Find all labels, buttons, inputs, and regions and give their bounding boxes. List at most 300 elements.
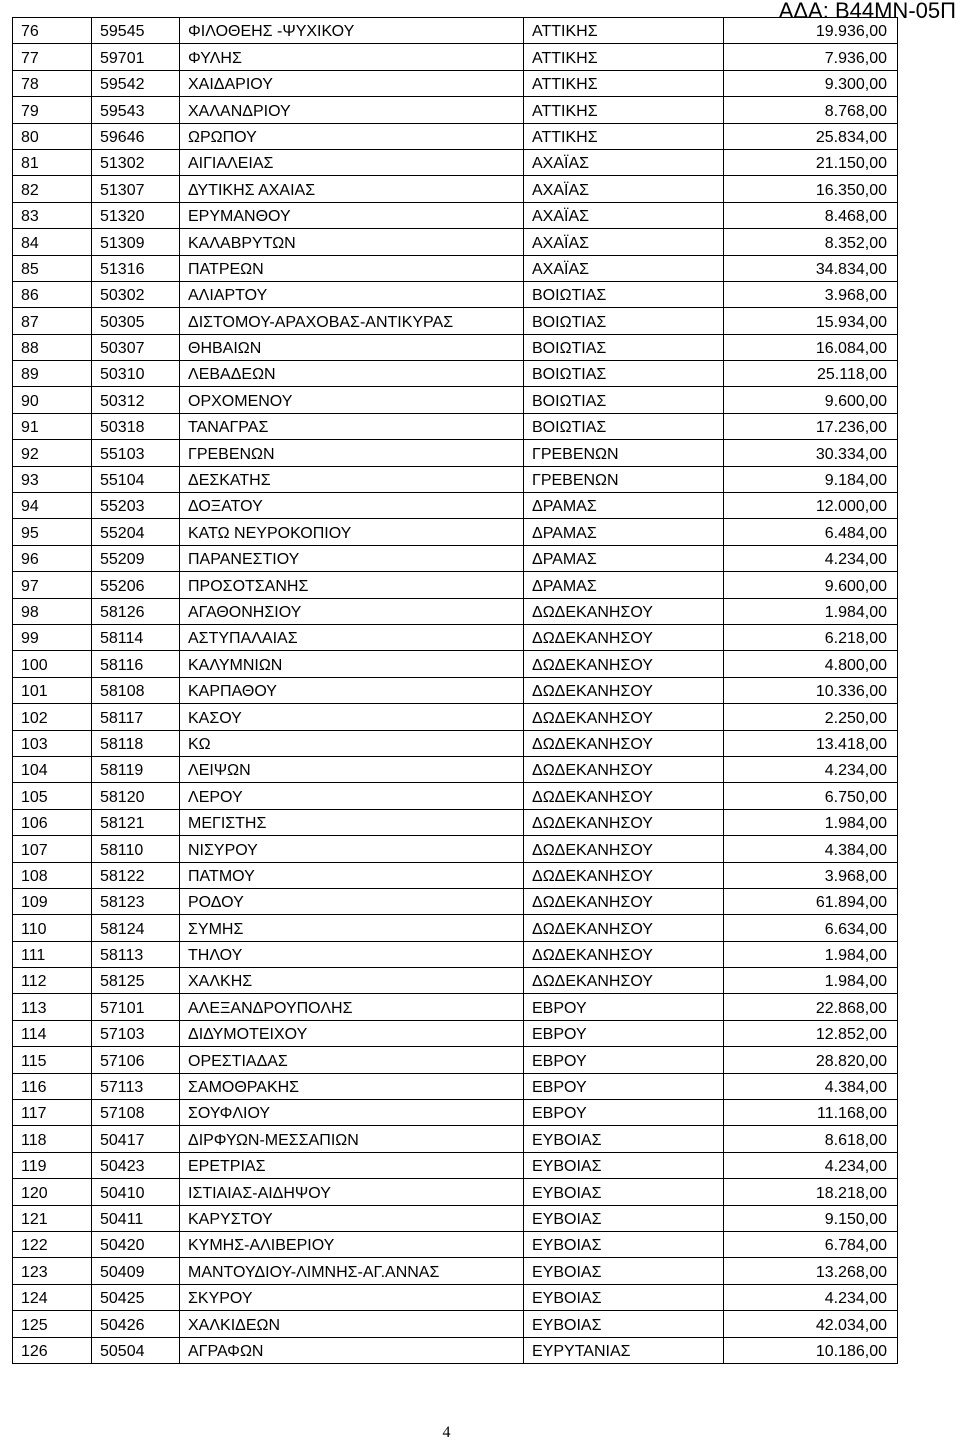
amount-cell: 9.184,00 [724,466,898,492]
prefecture-cell: ΔΡΑΜΑΣ [524,493,724,519]
code-cell: 50423 [92,1152,180,1178]
row-number-cell: 89 [13,361,92,387]
code-cell: 57106 [92,1047,180,1073]
row-number-cell: 86 [13,281,92,307]
amount-cell: 1.984,00 [724,809,898,835]
code-cell: 58108 [92,677,180,703]
table-row [13,624,898,650]
row-number-cell: 94 [13,493,92,519]
amount-cell: 8.768,00 [724,97,898,123]
municipality-cell: ΝΙΣΥΡΟΥ [180,836,524,862]
code-cell: 57108 [92,1100,180,1126]
table-row [13,598,898,624]
prefecture-cell: ΑΤΤΙΚΗΣ [524,70,724,96]
prefecture-cell: ΔΩΔΕΚΑΝΗΣΟΥ [524,862,724,888]
prefecture-cell: ΔΡΑΜΑΣ [524,545,724,571]
amount-cell: 9.600,00 [724,387,898,413]
amount-cell: 19.936,00 [724,18,898,44]
table-row [13,440,898,466]
prefecture-cell: ΔΩΔΕΚΑΝΗΣΟΥ [524,730,724,756]
amount-cell: 9.300,00 [724,70,898,96]
prefecture-cell: ΑΧΑΪΑΣ [524,255,724,281]
prefecture-cell: ΔΩΔΕΚΑΝΗΣΟΥ [524,968,724,994]
amount-cell: 4.384,00 [724,836,898,862]
table-row [13,783,898,809]
amount-cell: 4.384,00 [724,1073,898,1099]
row-number-cell: 120 [13,1179,92,1205]
municipality-cell: ΣΟΥΦΛΙΟΥ [180,1100,524,1126]
municipality-cell: ΕΡΥΜΑΝΘΟΥ [180,202,524,228]
code-cell: 50307 [92,334,180,360]
prefecture-cell: ΓΡΕΒΕΝΩΝ [524,466,724,492]
code-cell: 58118 [92,730,180,756]
code-cell: 58113 [92,941,180,967]
table-row [13,994,898,1020]
prefecture-cell: ΕΒΡΟΥ [524,1020,724,1046]
amount-cell: 30.334,00 [724,440,898,466]
prefecture-cell: ΑΤΤΙΚΗΣ [524,18,724,44]
prefecture-cell: ΔΡΑΜΑΣ [524,519,724,545]
table-row [13,1231,898,1257]
code-cell: 51302 [92,149,180,175]
table-row [13,968,898,994]
prefecture-cell: ΓΡΕΒΕΝΩΝ [524,440,724,466]
table-row [13,545,898,571]
row-number-cell: 91 [13,413,92,439]
table-row [13,1100,898,1126]
municipality-cell: ΔΟΞΑΤΟΥ [180,493,524,519]
row-number-cell: 115 [13,1047,92,1073]
row-number-cell: 119 [13,1152,92,1178]
table-row [13,1020,898,1046]
amount-cell: 12.852,00 [724,1020,898,1046]
municipality-cell: ΡΟΔΟΥ [180,888,524,914]
row-number-cell: 88 [13,334,92,360]
municipality-cell: ΣΑΜΟΘΡΑΚΗΣ [180,1073,524,1099]
municipality-cell: ΘΗΒΑΙΩΝ [180,334,524,360]
amount-cell: 9.150,00 [724,1205,898,1231]
prefecture-cell: ΕΥΒΟΙΑΣ [524,1231,724,1257]
code-cell: 58123 [92,888,180,914]
amount-cell: 13.268,00 [724,1258,898,1284]
prefecture-cell: ΔΩΔΕΚΑΝΗΣΟΥ [524,704,724,730]
municipality-cell: ΑΙΓΙΑΛΕΙΑΣ [180,149,524,175]
code-cell: 59543 [92,97,180,123]
prefecture-cell: ΕΥΒΟΙΑΣ [524,1126,724,1152]
table-row [13,123,898,149]
code-cell: 50409 [92,1258,180,1284]
table-row [13,176,898,202]
amount-cell: 2.250,00 [724,704,898,730]
table-row [13,809,898,835]
municipality-cell: ΔΕΣΚΑΤΗΣ [180,466,524,492]
amount-cell: 3.968,00 [724,862,898,888]
prefecture-cell: ΔΩΔΕΚΑΝΗΣΟΥ [524,836,724,862]
amount-cell: 13.418,00 [724,730,898,756]
prefecture-cell: ΔΩΔΕΚΑΝΗΣΟΥ [524,915,724,941]
amount-cell: 8.618,00 [724,1126,898,1152]
municipality-cell: ΦΙΛΟΘΕΗΣ -ΨΥΧΙΚΟΥ [180,18,524,44]
municipality-cell: ΚΑΤΩ ΝΕΥΡΟΚΟΠΙΟΥ [180,519,524,545]
municipality-cell: ΠΑΡΑΝΕΣΤΙΟΥ [180,545,524,571]
row-number-cell: 122 [13,1231,92,1257]
row-number-cell: 98 [13,598,92,624]
prefecture-cell: ΕΒΡΟΥ [524,994,724,1020]
amount-cell: 1.984,00 [724,598,898,624]
prefecture-cell: ΔΩΔΕΚΑΝΗΣΟΥ [524,598,724,624]
prefecture-cell: ΒΟΙΩΤΙΑΣ [524,334,724,360]
row-number-cell: 76 [13,18,92,44]
code-cell: 50312 [92,387,180,413]
municipality-cell: ΚΩ [180,730,524,756]
prefecture-cell: ΕΥΒΟΙΑΣ [524,1258,724,1284]
municipality-cell: ΑΓΑΘΟΝΗΣΙΟΥ [180,598,524,624]
code-cell: 57103 [92,1020,180,1046]
code-cell: 50425 [92,1284,180,1310]
municipality-cell: ΛΕΒΑΔΕΩΝ [180,361,524,387]
code-cell: 51316 [92,255,180,281]
code-cell: 58120 [92,783,180,809]
table-row [13,941,898,967]
amount-cell: 22.868,00 [724,994,898,1020]
code-cell: 59646 [92,123,180,149]
amount-cell: 25.118,00 [724,361,898,387]
municipality-cell: ΔΙΔΥΜΟΤΕΙΧΟΥ [180,1020,524,1046]
amount-cell: 10.336,00 [724,677,898,703]
table-row [13,756,898,782]
amount-cell: 21.150,00 [724,149,898,175]
row-number-cell: 85 [13,255,92,281]
row-number-cell: 109 [13,888,92,914]
municipality-cell: ΣΥΜΗΣ [180,915,524,941]
municipality-cell: ΠΑΤΜΟΥ [180,862,524,888]
row-number-cell: 125 [13,1311,92,1337]
row-number-cell: 124 [13,1284,92,1310]
row-number-cell: 100 [13,651,92,677]
table-row [13,836,898,862]
amount-cell: 9.600,00 [724,572,898,598]
municipality-cell: ΦΥΛΗΣ [180,44,524,70]
prefecture-cell: ΔΩΔΕΚΑΝΗΣΟΥ [524,888,724,914]
prefecture-cell: ΑΤΤΙΚΗΣ [524,97,724,123]
table-row [13,888,898,914]
municipality-cell: ΠΑΤΡΕΩΝ [180,255,524,281]
row-number-cell: 108 [13,862,92,888]
row-number-cell: 101 [13,677,92,703]
prefecture-cell: ΔΩΔΕΚΑΝΗΣΟΥ [524,941,724,967]
prefecture-cell: ΒΟΙΩΤΙΑΣ [524,413,724,439]
row-number-cell: 123 [13,1258,92,1284]
code-cell: 50411 [92,1205,180,1231]
code-cell: 51320 [92,202,180,228]
row-number-cell: 79 [13,97,92,123]
row-number-cell: 77 [13,44,92,70]
row-number-cell: 113 [13,994,92,1020]
table-row [13,1284,898,1310]
table-row [13,1205,898,1231]
municipality-cell: ΩΡΩΠΟΥ [180,123,524,149]
municipality-cell: ΑΛΕΞΑΝΔΡΟΥΠΟΛΗΣ [180,994,524,1020]
code-cell: 51309 [92,229,180,255]
amount-cell: 6.750,00 [724,783,898,809]
prefecture-cell: ΕΥΒΟΙΑΣ [524,1284,724,1310]
row-number-cell: 117 [13,1100,92,1126]
prefecture-cell: ΒΟΙΩΤΙΑΣ [524,361,724,387]
code-cell: 59545 [92,18,180,44]
amount-cell: 10.186,00 [724,1337,898,1363]
table-row [13,18,898,44]
prefecture-cell: ΑΧΑΪΑΣ [524,176,724,202]
table-row [13,915,898,941]
code-cell: 55103 [92,440,180,466]
municipality-cell: ΟΡΕΣΤΙΑΔΑΣ [180,1047,524,1073]
amount-cell: 11.168,00 [724,1100,898,1126]
row-number-cell: 121 [13,1205,92,1231]
row-number-cell: 106 [13,809,92,835]
municipality-cell: ΚΑΣΟΥ [180,704,524,730]
amount-cell: 6.634,00 [724,915,898,941]
municipality-cell: ΔΙΣΤΟΜΟΥ-ΑΡΑΧΟΒΑΣ-ΑΝΤΙΚΥΡΑΣ [180,308,524,334]
row-number-cell: 114 [13,1020,92,1046]
amount-cell: 18.218,00 [724,1179,898,1205]
row-number-cell: 97 [13,572,92,598]
amount-cell: 3.968,00 [724,281,898,307]
code-cell: 55206 [92,572,180,598]
amount-cell: 6.784,00 [724,1231,898,1257]
prefecture-cell: ΑΤΤΙΚΗΣ [524,44,724,70]
municipality-cell: ΠΡΟΣΟΤΣΑΝΗΣ [180,572,524,598]
code-cell: 58121 [92,809,180,835]
code-cell: 58126 [92,598,180,624]
table-row [13,334,898,360]
code-cell: 50504 [92,1337,180,1363]
code-cell: 50310 [92,361,180,387]
row-number-cell: 82 [13,176,92,202]
amount-cell: 4.234,00 [724,1284,898,1310]
table-row [13,730,898,756]
code-cell: 57101 [92,994,180,1020]
code-cell: 50302 [92,281,180,307]
code-cell: 58119 [92,756,180,782]
row-number-cell: 103 [13,730,92,756]
table-row [13,1311,898,1337]
table-row [13,255,898,281]
municipality-cell: ΑΣΤΥΠΑΛΑΙΑΣ [180,624,524,650]
page-number: 4 [442,1424,451,1441]
amount-cell: 16.350,00 [724,176,898,202]
table-row [13,677,898,703]
prefecture-cell: ΒΟΙΩΤΙΑΣ [524,281,724,307]
prefecture-cell: ΔΩΔΕΚΑΝΗΣΟΥ [524,624,724,650]
municipality-cell: ΓΡΕΒΕΝΩΝ [180,440,524,466]
municipality-cell: ΔΥΤΙΚΗΣ ΑΧΑΙΑΣ [180,176,524,202]
prefecture-cell: ΔΩΔΕΚΑΝΗΣΟΥ [524,677,724,703]
code-cell: 58122 [92,862,180,888]
code-cell: 59542 [92,70,180,96]
amount-cell: 61.894,00 [724,888,898,914]
prefecture-cell: ΕΥΡΥΤΑΝΙΑΣ [524,1337,724,1363]
table-row [13,572,898,598]
table-row [13,862,898,888]
row-number-cell: 78 [13,70,92,96]
amount-cell: 1.984,00 [724,941,898,967]
table-row [13,1152,898,1178]
code-cell: 50426 [92,1311,180,1337]
row-number-cell: 81 [13,149,92,175]
prefecture-cell: ΕΥΒΟΙΑΣ [524,1311,724,1337]
table-row [13,387,898,413]
table-row [13,493,898,519]
row-number-cell: 84 [13,229,92,255]
table-row [13,1073,898,1099]
prefecture-cell: ΔΩΔΕΚΑΝΗΣΟΥ [524,783,724,809]
code-cell: 50410 [92,1179,180,1205]
municipality-cell: ΚΑΡΥΣΤΟΥ [180,1205,524,1231]
table-row [13,1337,898,1363]
code-cell: 50318 [92,413,180,439]
code-cell: 58117 [92,704,180,730]
row-number-cell: 83 [13,202,92,228]
table-row [13,519,898,545]
code-cell: 58124 [92,915,180,941]
municipality-cell: ΧΑΛΑΝΔΡΙΟΥ [180,97,524,123]
amount-cell: 12.000,00 [724,493,898,519]
municipality-cell: ΟΡΧΟΜΕΝΟΥ [180,387,524,413]
row-number-cell: 104 [13,756,92,782]
amount-cell: 4.234,00 [724,756,898,782]
prefecture-cell: ΔΡΑΜΑΣ [524,572,724,598]
municipality-cell: ΧΑΛΚΗΣ [180,968,524,994]
prefecture-cell: ΔΩΔΕΚΑΝΗΣΟΥ [524,651,724,677]
municipality-cell: ΧΑΙΔΑΡΙΟΥ [180,70,524,96]
municipality-cell: ΧΑΛΚΙΔΕΩΝ [180,1311,524,1337]
row-number-cell: 116 [13,1073,92,1099]
amount-cell: 15.934,00 [724,308,898,334]
code-cell: 50420 [92,1231,180,1257]
amount-cell: 28.820,00 [724,1047,898,1073]
code-cell: 55209 [92,545,180,571]
table-row [13,44,898,70]
municipality-cell: ΤΑΝΑΓΡΑΣ [180,413,524,439]
municipality-cell: ΙΣΤΙΑΙΑΣ-ΑΙΔΗΨΟΥ [180,1179,524,1205]
amount-cell: 42.034,00 [724,1311,898,1337]
prefecture-cell: ΕΒΡΟΥ [524,1100,724,1126]
prefecture-cell: ΑΧΑΪΑΣ [524,149,724,175]
amount-cell: 7.936,00 [724,44,898,70]
code-cell: 50305 [92,308,180,334]
table-row [13,1126,898,1152]
row-number-cell: 111 [13,941,92,967]
amount-cell: 17.236,00 [724,413,898,439]
municipality-cell: ΤΗΛΟΥ [180,941,524,967]
table-row [13,70,898,96]
municipality-cell: ΚΑΡΠΑΘΟΥ [180,677,524,703]
row-number-cell: 99 [13,624,92,650]
row-number-cell: 112 [13,968,92,994]
row-number-cell: 126 [13,1337,92,1363]
amount-cell: 4.234,00 [724,545,898,571]
table-row [13,413,898,439]
table-row [13,97,898,123]
amount-cell: 6.484,00 [724,519,898,545]
amount-cell: 8.352,00 [724,229,898,255]
code-cell: 57113 [92,1073,180,1099]
table-row [13,466,898,492]
prefecture-cell: ΒΟΙΩΤΙΑΣ [524,308,724,334]
prefecture-cell: ΑΧΑΪΑΣ [524,229,724,255]
row-number-cell: 105 [13,783,92,809]
prefecture-cell: ΒΟΙΩΤΙΑΣ [524,387,724,413]
municipality-cell: ΚΑΛΑΒΡΥΤΩΝ [180,229,524,255]
prefecture-cell: ΕΒΡΟΥ [524,1047,724,1073]
table-row [13,229,898,255]
municipality-cell: ΣΚΥΡΟΥ [180,1284,524,1310]
row-number-cell: 118 [13,1126,92,1152]
table-row [13,202,898,228]
row-number-cell: 102 [13,704,92,730]
table-row [13,1047,898,1073]
row-number-cell: 92 [13,440,92,466]
prefecture-cell: ΕΥΒΟΙΑΣ [524,1179,724,1205]
row-number-cell: 87 [13,308,92,334]
row-number-cell: 80 [13,123,92,149]
table-body [13,18,898,1364]
table-row [13,149,898,175]
prefecture-cell: ΕΥΒΟΙΑΣ [524,1152,724,1178]
municipality-cell: ΚΑΛΥΜΝΙΩΝ [180,651,524,677]
row-number-cell: 93 [13,466,92,492]
amount-cell: 34.834,00 [724,255,898,281]
amount-cell: 4.234,00 [724,1152,898,1178]
municipality-cell: ΕΡΕΤΡΙΑΣ [180,1152,524,1178]
municipality-cell: ΑΓΡΑΦΩΝ [180,1337,524,1363]
amount-cell: 1.984,00 [724,968,898,994]
allocation-table [12,17,898,1364]
municipality-cell: ΛΕΡΟΥ [180,783,524,809]
amount-cell: 25.834,00 [724,123,898,149]
amount-cell: 4.800,00 [724,651,898,677]
prefecture-cell: ΔΩΔΕΚΑΝΗΣΟΥ [524,756,724,782]
prefecture-cell: ΔΩΔΕΚΑΝΗΣΟΥ [524,809,724,835]
amount-cell: 8.468,00 [724,202,898,228]
municipality-cell: ΜΑΝΤΟΥΔΙΟΥ-ΛΙΜΝΗΣ-ΑΓ.ΑΝΝΑΣ [180,1258,524,1284]
code-cell: 51307 [92,176,180,202]
code-cell: 58125 [92,968,180,994]
prefecture-cell: ΕΥΒΟΙΑΣ [524,1205,724,1231]
table-row [13,1258,898,1284]
prefecture-cell: ΑΤΤΙΚΗΣ [524,123,724,149]
code-cell: 58114 [92,624,180,650]
prefecture-cell: ΑΧΑΪΑΣ [524,202,724,228]
table-row [13,361,898,387]
prefecture-cell: ΕΒΡΟΥ [524,1073,724,1099]
row-number-cell: 107 [13,836,92,862]
municipality-cell: ΔΙΡΦΥΩΝ-ΜΕΣΣΑΠΙΩΝ [180,1126,524,1152]
row-number-cell: 110 [13,915,92,941]
amount-cell: 16.084,00 [724,334,898,360]
code-cell: 58110 [92,836,180,862]
table-row [13,281,898,307]
row-number-cell: 90 [13,387,92,413]
amount-cell: 6.218,00 [724,624,898,650]
code-cell: 50417 [92,1126,180,1152]
code-cell: 55104 [92,466,180,492]
municipality-cell: ΚΥΜΗΣ-ΑΛΙΒΕΡΙΟΥ [180,1231,524,1257]
code-cell: 58116 [92,651,180,677]
table-row [13,308,898,334]
table-row [13,1179,898,1205]
municipality-cell: ΜΕΓΙΣΤΗΣ [180,809,524,835]
